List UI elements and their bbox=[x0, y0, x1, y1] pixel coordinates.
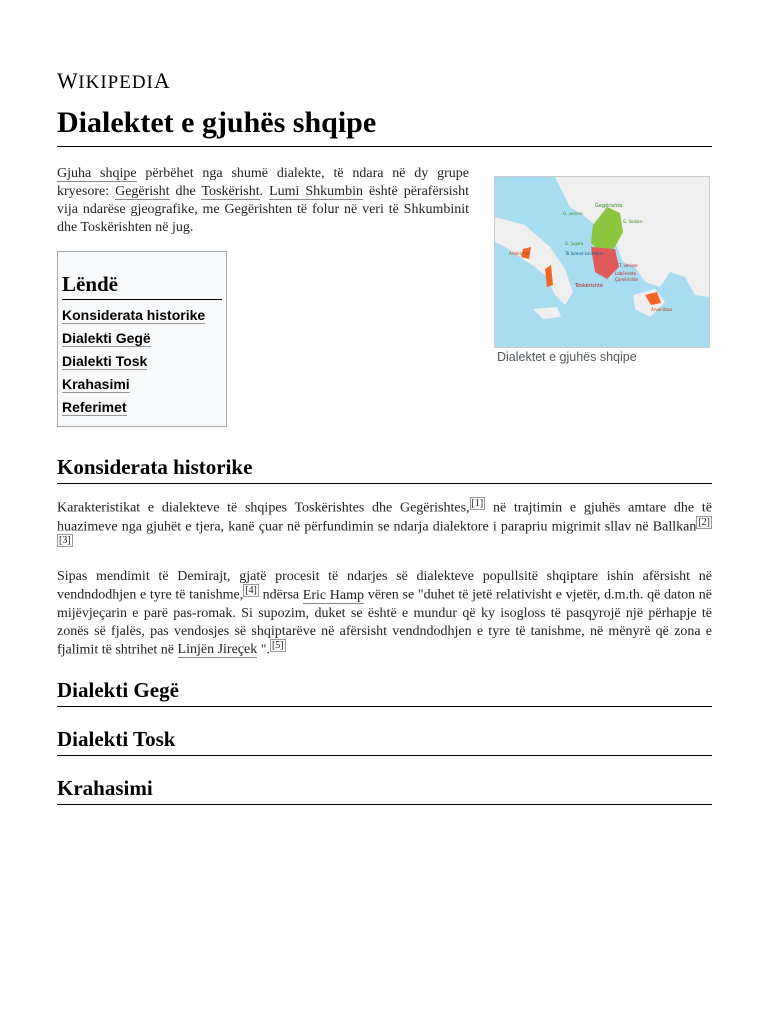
label-te-folmet: Të folmet kalimtare bbox=[565, 251, 604, 256]
label-arvanitase: Arvanitase bbox=[651, 307, 673, 312]
section-heading-historike: Konsiderata historike bbox=[57, 454, 712, 484]
toc-list bbox=[62, 307, 222, 416]
page-title: Dialektet e gjuhës shqipe bbox=[57, 104, 712, 147]
toc-item-referimet[interactable]: Referimet bbox=[62, 399, 127, 415]
toc-title: Lëndë bbox=[62, 272, 222, 300]
label-cameri: Çamërishte bbox=[615, 277, 639, 282]
citation-5[interactable]: [5] bbox=[271, 639, 284, 651]
link-lumi-shkumbin[interactable]: Lumi Shkumbin bbox=[269, 184, 363, 199]
figure-caption: Dialektet e gjuhës shqipe bbox=[497, 350, 637, 364]
table-of-contents bbox=[57, 251, 227, 427]
label-laberishte: Labërishte bbox=[615, 271, 637, 276]
intro-paragraph: Gjuha shqipe përbëhet nga shumë dialekte, të ndara në dy grupe kryesore: Gegërisht dhe Toskërisht. Lumi Shkumbin është përafërsisht vija ndarëse gjeografike, me Gegërishten të folur në veri të Shkumbinit dhe Toskërishten në jug. bbox=[57, 166, 470, 235]
citation-3[interactable]: [3] bbox=[59, 535, 71, 547]
link-linjen-jirecek[interactable]: Linjën Jireçek bbox=[177, 642, 258, 658]
label-arberishte: Arbërishte bbox=[509, 251, 530, 256]
label-g-lindore: G. lindore bbox=[623, 219, 643, 224]
citation-1[interactable]: [1] bbox=[471, 498, 484, 509]
label-gegerishte: Gegërishte bbox=[595, 203, 623, 209]
citation-2[interactable]: [2] bbox=[698, 516, 710, 528]
wikipedia-logo[interactable]: WIKIPEDIA bbox=[57, 68, 171, 93]
link-eric-hamp[interactable]: Eric Hamp bbox=[302, 587, 365, 603]
label-t-veriore: T. veriore bbox=[619, 263, 638, 268]
toc-item-konsiderata[interactable]: Konsiderata historike bbox=[62, 307, 206, 323]
toc-item-krahasimi[interactable]: Krahasimi bbox=[62, 376, 130, 392]
historike-paragraph-1: Karakteristikat e dialekteve të shqipes Toskërishtes dhe Gegërishtes, [1] në trajtimin e gjuhës amtare dhe të huazimeve nga gjuhët e tjera, kanë çuar në përfundimin se ndarja dialektore i parapriu migrimit sllav në Ballkan [2][3] bbox=[57, 498, 712, 547]
section-heading-tosk: Dialekti Tosk bbox=[57, 726, 712, 756]
dialect-map-figure bbox=[494, 176, 709, 364]
section-heading-gege: Dialekti Gegë bbox=[57, 677, 712, 707]
toc-item-tosk[interactable]: Dialekti Tosk bbox=[62, 353, 148, 369]
historike-paragraph-2: Sipas mendimit të Demirajt, gjatë procesit të ndarjes së dialekteve popullsitë shqiptare ishin afërsisht në vendndodhjen e tyre të tanishme, [4] ndërsa Eric Hamp vëren se "duhet të jetë relativisht e vjetër, d.m.th. që daton në mijëvjeçarin e parë pas-romak. Si supozim, duket se është e mundur që ky isogloss të pasqyrojë një përhapje të zonës së fjalës, pas vendosjes së shqiptarëve në afërsisht vendndodhjen e tyre të tanishme, në mënyrë që zona e fjalimit të shtrihet në Linjën Jireçek ". [5] bbox=[57, 569, 713, 658]
label-g-veriore: G. veriore bbox=[563, 211, 583, 216]
dialect-map-image[interactable] bbox=[494, 176, 710, 348]
link-toskerisht[interactable]: Toskërisht bbox=[201, 184, 260, 199]
label-g-jugore: G. jugore bbox=[565, 241, 584, 246]
link-gjuha-shqipe[interactable]: Gjuha shqipe bbox=[57, 166, 137, 181]
toc-item-gege[interactable]: Dialekti Gegë bbox=[62, 330, 151, 346]
section-heading-krahasimi: Krahasimi bbox=[57, 775, 712, 805]
label-toskerishte: Toskërishte bbox=[575, 283, 603, 289]
link-gegerisht[interactable]: Gegërisht bbox=[115, 184, 170, 199]
citation-4[interactable]: [4] bbox=[245, 585, 257, 596]
